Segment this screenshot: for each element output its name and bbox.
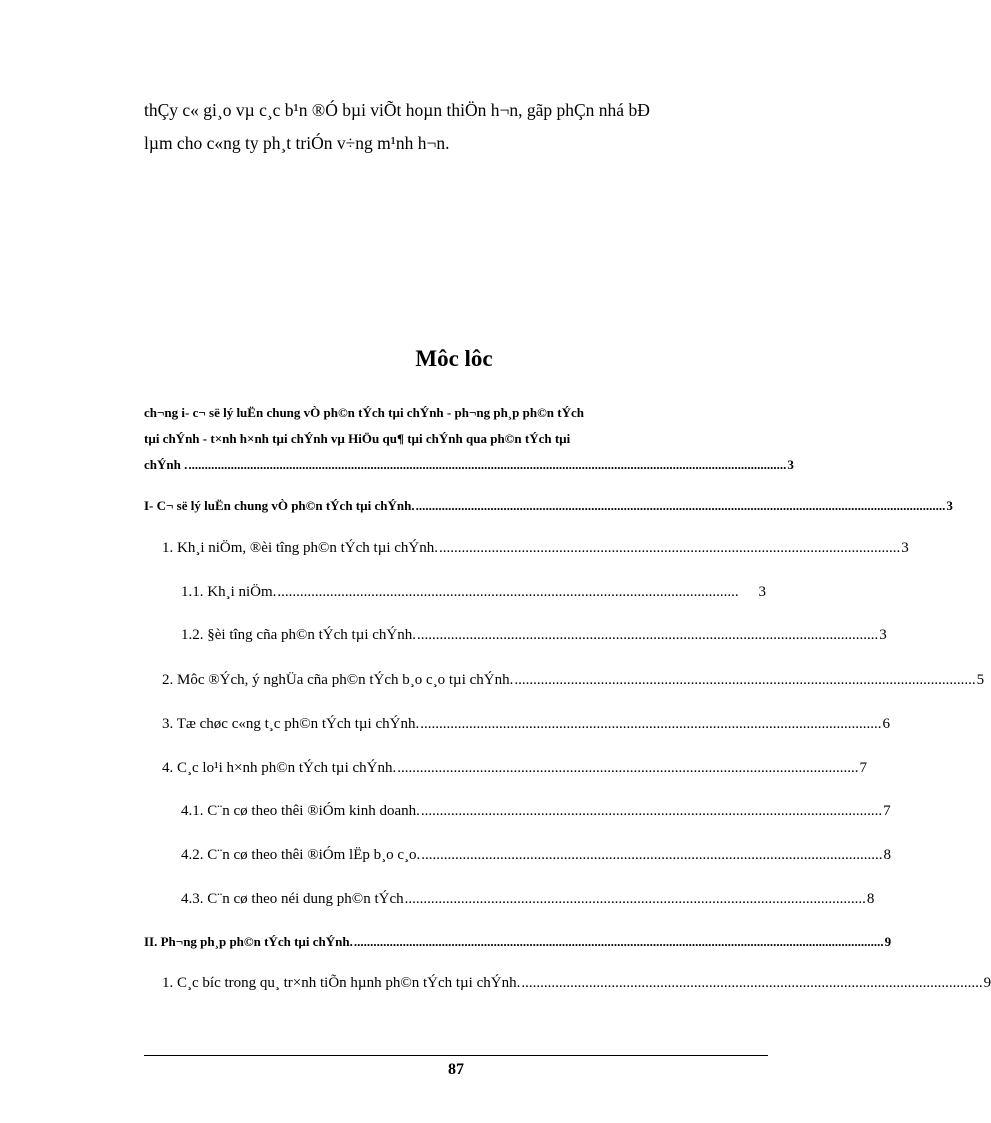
toc-dot-leader: ........................................................................................................................... xyxy=(404,891,866,907)
toc-dot-leader: ................................................................................................................................................................... xyxy=(415,498,946,513)
toc-chapter-line-1: ch¬ng i- c¬ së lý luËn chung vÒ ph©n tÝch tµi chÝnh - ph¬ng ph¸p ph©n tÝch xyxy=(144,405,584,420)
toc-entry-label: 1. Kh¸i niÖm, ®èi tîng ph©n tÝch tµi chÝnh. xyxy=(162,540,438,556)
intro-line-2: lµm cho c«ng ty ph¸t triÓn v÷ng m¹nh h¬n. xyxy=(144,133,450,153)
toc-entry-1[interactable] xyxy=(162,540,909,557)
toc-entry-label: II. Ph¬ng ph¸p ph©n tÝch tµi chÝnh. xyxy=(144,934,353,949)
toc-page-number: 8 xyxy=(866,891,875,907)
toc-chapter-text: chÝnh . xyxy=(144,457,188,472)
toc-dot-leader: ........................................................................................................................... xyxy=(421,847,883,863)
toc-entry-4-3[interactable] xyxy=(181,891,875,908)
toc-page-number: 7 xyxy=(883,803,891,819)
toc-page-number: 8 xyxy=(883,847,892,863)
toc-dot-leader: ........................................................................................................................................................................................ xyxy=(188,457,787,472)
toc-entry-part-1[interactable] xyxy=(144,498,953,514)
toc-entry-label: 4.2. C¨n cø theo thêi ®iÓm lËp b¸o c¸o. xyxy=(181,847,421,863)
toc-entry-part-2[interactable] xyxy=(144,934,892,950)
toc-entry-4[interactable] xyxy=(162,760,867,777)
toc-chapter-line-3 xyxy=(144,452,794,478)
toc-entry-2[interactable] xyxy=(162,672,985,689)
toc-dot-leader: ........................................................................................................................... xyxy=(420,716,882,732)
toc-entry-label: 1.2. §èi tîng cña ph©n tÝch tµi chÝnh. xyxy=(181,627,416,643)
toc-page-number: 9 xyxy=(983,975,991,991)
toc-chapter-heading[interactable] xyxy=(144,400,794,478)
toc-entry-label: 4.1. C¨n cø theo thêi ®iÓm kinh doanh. xyxy=(181,803,420,819)
footer-divider xyxy=(144,1055,768,1056)
toc-entry-label: 4.3. C¨n cø theo néi dung ph©n tÝch xyxy=(181,891,404,907)
toc-page-number: 7 xyxy=(859,760,867,776)
toc-entry-label: 1. C¸c bíc trong qu¸ tr×nh tiÕn hµnh ph©n tÝch tµi chÝnh. xyxy=(162,975,521,991)
intro-paragraph xyxy=(144,94,764,160)
toc-entry-4-2[interactable] xyxy=(181,847,892,864)
toc-page-number: 6 xyxy=(882,716,890,732)
toc-dot-leader: ........................................................................................................................... xyxy=(514,672,976,688)
toc-dot-leader: ........................................................................................................................... xyxy=(521,975,983,991)
page-number: 87 xyxy=(448,1061,464,1078)
toc-entry-II-1[interactable] xyxy=(162,975,991,992)
toc-dot-leader: ........................................................................................................................... xyxy=(420,803,883,819)
toc-page-number: 9 xyxy=(884,934,892,949)
toc-entry-label: I- C¬ së lý luËn chung vÒ ph©n tÝch tµi chÝnh. xyxy=(144,498,415,513)
toc-page-number: 3 xyxy=(787,457,794,472)
toc-dot-leader: ........................................................................................................................... xyxy=(439,540,901,556)
toc-dot-leader: ........................................................................................................................... xyxy=(277,584,739,600)
toc-dot-leader: ........................................................................................................................... xyxy=(397,760,859,776)
toc-entry-3[interactable] xyxy=(162,716,890,733)
toc-entry-4-1[interactable] xyxy=(181,803,891,820)
intro-line-1: thÇy c« gi¸o vµ c¸c b¹n ®Ó bµi viÕt hoµn thiÖn h¬n, gãp phÇn nhá bÐ xyxy=(144,100,650,120)
toc-entry-label: 1.1. Kh¸i niÖm. xyxy=(181,584,277,600)
toc-chapter-line-2: tµi chÝnh - t×nh h×nh tµi chÝnh vµ HiÖu qu¶ tµi chÝnh qua ph©n tÝch tµi xyxy=(144,431,571,446)
toc-entry-label: 2. Môc ®Ých, ý nghÜa cña ph©n tÝch b¸o c¸o tµi chÝnh. xyxy=(162,672,514,688)
toc-page-number: 3 xyxy=(946,498,953,513)
toc-dot-leader: ................................................................................................................................................................... xyxy=(353,934,884,949)
toc-page-number: 3 xyxy=(901,540,909,556)
toc-dot-leader: ........................................................................................................................... xyxy=(417,627,879,643)
toc-page-number: 3 xyxy=(879,627,887,643)
toc-page-number: 3 xyxy=(758,584,766,600)
toc-entry-1-1[interactable] xyxy=(181,584,766,601)
toc-page-number: 5 xyxy=(976,672,985,688)
toc-entry-label: 3. Tæ chøc c«ng t¸c ph©n tÝch tµi chÝnh. xyxy=(162,716,420,732)
toc-entry-label: 4. C¸c lo¹i h×nh ph©n tÝch tµi chÝnh. xyxy=(162,760,397,776)
toc-entry-1-2[interactable] xyxy=(181,627,887,644)
toc-title: Môc lôc xyxy=(415,346,493,371)
